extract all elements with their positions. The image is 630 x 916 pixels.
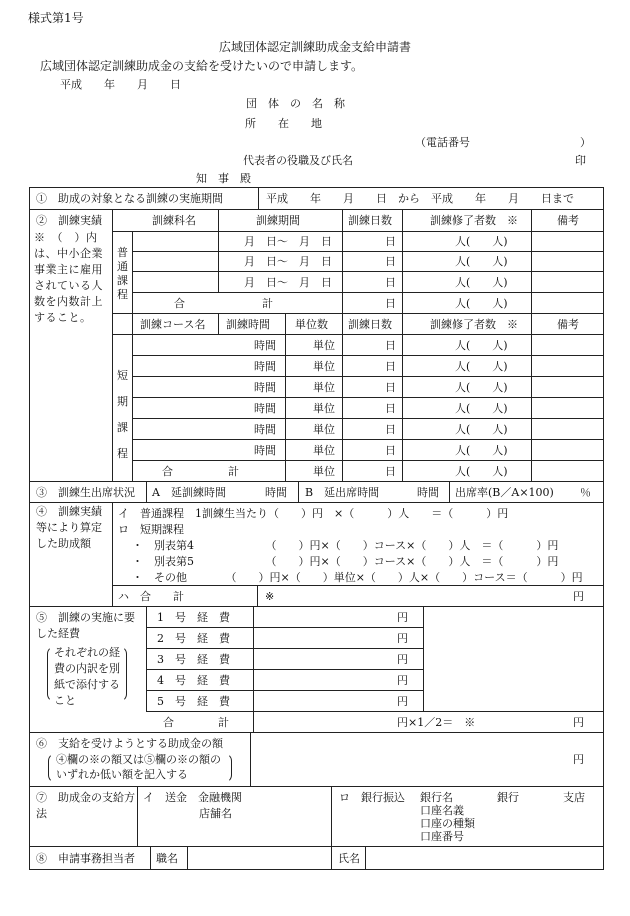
s5-item-3: 3 号 経 費 bbox=[157, 653, 230, 666]
org-name-label: 団 体 の 名 称 bbox=[246, 97, 345, 110]
reg-period: 月 日～ 月 日 bbox=[244, 276, 332, 289]
s3-pct: ％ bbox=[580, 486, 591, 499]
s8-name-label: 氏名 bbox=[338, 852, 360, 865]
s5-item-3-yen: 円 bbox=[397, 653, 408, 666]
reg-days-unit: 日 bbox=[385, 235, 396, 248]
short-persons: 人( 人) bbox=[455, 360, 508, 373]
short-persons: 人( 人) bbox=[455, 381, 508, 394]
short-h-units: 単位数 bbox=[295, 318, 328, 331]
intro-text: 広域団体認定訓練助成金の支給を受けたいので申請します。 bbox=[40, 59, 364, 73]
short-days-unit: 日 bbox=[385, 423, 396, 436]
s5-item-5: 5 号 経 費 bbox=[157, 695, 230, 708]
short-hours-unit: 時間 bbox=[254, 360, 276, 373]
address-label: 所 在 地 bbox=[245, 117, 322, 130]
short-persons: 人( 人) bbox=[455, 423, 508, 436]
s5-total-formula: 円×1／2＝ ※ bbox=[397, 716, 476, 729]
reg-total-persons: 人( 人) bbox=[455, 297, 508, 310]
s7-remit: イ 送金 金融機関 bbox=[143, 791, 242, 804]
short-units-unit: 単位 bbox=[313, 423, 335, 436]
short-course-label: 短期課程 bbox=[117, 369, 128, 460]
reg-h-course: 訓練科名 bbox=[152, 214, 196, 227]
short-units-unit: 単位 bbox=[313, 444, 335, 457]
reg-period: 月 日～ 月 日 bbox=[244, 255, 332, 268]
short-persons: 人( 人) bbox=[455, 444, 508, 457]
reg-persons: 人( 人) bbox=[455, 276, 508, 289]
s7-account-number: 口座番号 bbox=[420, 830, 464, 843]
s8-position-label: 職名 bbox=[156, 852, 178, 865]
s4-row-table5: ・ 別表第5 （ ）円×（ ）コース×（ ）人 ＝（ ）円 bbox=[132, 555, 559, 568]
short-units-unit: 単位 bbox=[313, 360, 335, 373]
reg-h-remarks: 備考 bbox=[557, 214, 579, 227]
s5-item-4: 4 号 経 費 bbox=[157, 674, 230, 687]
phone-label: （電話番号 ） bbox=[415, 136, 591, 149]
short-total-days: 日 bbox=[385, 465, 396, 478]
reg-days-unit: 日 bbox=[385, 255, 396, 268]
governor-address: 知 事 殿 bbox=[196, 172, 251, 185]
form-number: 様式第1号 bbox=[28, 11, 84, 25]
s5-item-4-yen: 円 bbox=[397, 674, 408, 687]
s7-account-holder: 口座名義 bbox=[420, 804, 464, 817]
short-days-unit: 日 bbox=[385, 360, 396, 373]
s6-label: ⑥ 支給を受けようとする助成金の額 bbox=[36, 737, 223, 750]
s2-note: ※ （ ）内は、中小企業事業主に雇用されている人数を内数計上すること。 bbox=[34, 231, 103, 324]
s5-item-1-yen: 円 bbox=[397, 611, 408, 624]
reg-persons: 人( 人) bbox=[455, 255, 508, 268]
short-days-unit: 日 bbox=[385, 339, 396, 352]
s1-period: 平成 年 月 日 から 平成 年 月 日まで bbox=[266, 192, 574, 205]
s3-b-unit: 時間 bbox=[417, 486, 439, 499]
short-h-completers: 訓練修了者数 ※ bbox=[430, 318, 518, 331]
short-hours-unit: 時間 bbox=[254, 402, 276, 415]
short-h-days: 訓練日数 bbox=[348, 318, 392, 331]
form-title: 広域団体認定訓練助成金支給申請書 bbox=[219, 40, 412, 54]
short-persons: 人( 人) bbox=[455, 402, 508, 415]
s5-item-1: 1 号 経 費 bbox=[157, 611, 230, 624]
s3-rate-label: 出席率(B／A×100) bbox=[455, 486, 554, 499]
s5-bracket bbox=[47, 646, 127, 702]
s7-label: ⑦ 助成金の支給方法 bbox=[36, 791, 135, 820]
s5-item-5-yen: 円 bbox=[397, 695, 408, 708]
s5-total-yen: 円 bbox=[573, 716, 584, 729]
short-hours-unit: 時間 bbox=[254, 423, 276, 436]
representative-label: 代表者の役職及び氏名 bbox=[243, 154, 353, 167]
reg-h-completers: 訓練修了者数 ※ bbox=[430, 214, 518, 227]
short-hours-unit: 時間 bbox=[254, 381, 276, 394]
s4-regular: イ 普通課程 1訓練生当たり（ ）円 ×（ ）人 ＝（ ）円 bbox=[118, 507, 509, 520]
s5-bracket-note: それぞれの経費の内訳を別紙で添付すること bbox=[54, 646, 120, 707]
s7-branch: 店舗名 bbox=[199, 807, 232, 820]
s3-label: ③ 訓練生出席状況 bbox=[36, 486, 135, 499]
short-total-units: 単位 bbox=[313, 465, 335, 478]
reg-h-days: 訓練日数 bbox=[348, 214, 392, 227]
s7-transfer: ロ 銀行振込 bbox=[339, 791, 405, 804]
short-h-hours: 訓練時間 bbox=[226, 318, 270, 331]
s4-label: ④ 訓練実績等により算定した助成額 bbox=[36, 505, 102, 550]
short-days-unit: 日 bbox=[385, 402, 396, 415]
short-days-unit: 日 bbox=[385, 381, 396, 394]
s5-total-label: 合 計 bbox=[163, 716, 229, 729]
seal-mark: 印 bbox=[575, 154, 586, 167]
s4-short-label: ロ 短期課程 bbox=[118, 523, 184, 536]
short-days-unit: 日 bbox=[385, 444, 396, 457]
reg-period: 月 日～ 月 日 bbox=[244, 235, 332, 248]
s6-yen: 円 bbox=[573, 753, 584, 766]
reg-total-days: 日 bbox=[385, 297, 396, 310]
date-line: 平成 年 月 日 bbox=[60, 78, 181, 91]
s5-item-2: 2 号 経 費 bbox=[157, 632, 230, 645]
short-hours-unit: 時間 bbox=[254, 339, 276, 352]
s7-bank-name: 銀行名 銀行 支店 bbox=[420, 791, 585, 804]
s3-a-label: A 延訓練時間 bbox=[152, 486, 226, 499]
s4-row-table4: ・ 別表第4 （ ）円×（ ）コース×（ ）人 ＝（ ）円 bbox=[132, 539, 559, 552]
short-units-unit: 単位 bbox=[313, 381, 335, 394]
short-persons: 人( 人) bbox=[455, 339, 508, 352]
s6-bracket-note: ④欄の※の額又は⑤欄の※の額のいずれか低い額を記入する bbox=[56, 753, 221, 781]
s8-label: ⑧ 申請事務担当者 bbox=[36, 852, 135, 865]
short-total-persons: 人( 人) bbox=[455, 465, 508, 478]
s2-label: ② 訓練実績 bbox=[36, 214, 102, 227]
s4-total-yen: 円 bbox=[573, 590, 584, 603]
s5-label: ⑤ 訓練の実施に要した経費 bbox=[36, 611, 135, 640]
reg-h-period: 訓練期間 bbox=[256, 214, 300, 227]
short-units-unit: 単位 bbox=[313, 339, 335, 352]
s3-b-label: B 延出席時間 bbox=[305, 486, 380, 499]
reg-days-unit: 日 bbox=[385, 276, 396, 289]
short-h-remarks: 備考 bbox=[557, 318, 579, 331]
s5-item-2-yen: 円 bbox=[397, 632, 408, 645]
s6-bracket bbox=[48, 753, 232, 783]
regular-course-label: 普通課程 bbox=[117, 246, 128, 301]
s4-total-label: ハ 合 計 bbox=[118, 590, 184, 603]
short-hours-unit: 時間 bbox=[254, 444, 276, 457]
short-total-label: 合 計 bbox=[162, 465, 239, 478]
s4-total-mark: ※ bbox=[265, 590, 275, 603]
short-h-course: 訓練コース名 bbox=[140, 318, 206, 331]
s7-account-type: 口座の種類 bbox=[420, 817, 475, 830]
reg-total-label: 合 計 bbox=[174, 297, 273, 310]
reg-persons: 人( 人) bbox=[455, 235, 508, 248]
s3-a-unit: 時間 bbox=[265, 486, 287, 499]
s1-label: ① 助成の対象となる訓練の実施期間 bbox=[36, 192, 223, 205]
short-units-unit: 単位 bbox=[313, 402, 335, 415]
s4-row-other: ・ その他 （ ）円×（ ）単位×（ ）人×（ ）コース＝（ ）円 bbox=[132, 571, 583, 584]
